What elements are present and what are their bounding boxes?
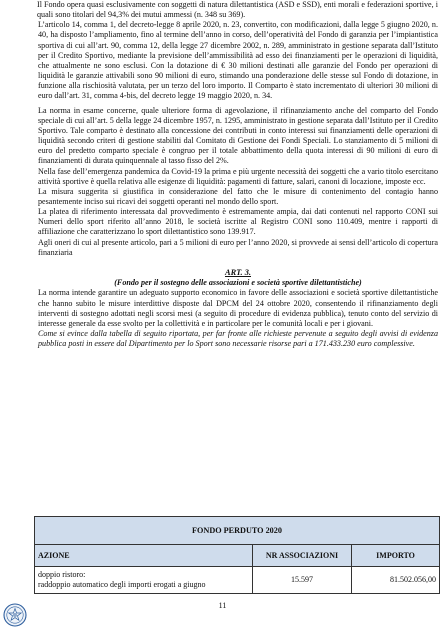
paragraph-measure-justification: La misura suggerita si giustifica in considerazione del fatto che le misure di contenimento del contagio hanno pesantemente inciso sui ricavi dei soggetti operanti nel mondo dello sport. xyxy=(38,186,438,206)
article-body-italic: Come si evince dalla tabella di seguito riportata, per far fronte alle richieste pervenute a seguito degli avvisi di evidenza pubblica posti in essere dal Dipartimento per lo Sport sono necessarie risorse pari a 171.433.230 euro complessive. xyxy=(38,329,438,349)
fund-table xyxy=(34,516,440,594)
document-body xyxy=(38,0,438,349)
table-header-row xyxy=(35,545,440,567)
table-title: FONDO PERDUTO 2020 xyxy=(35,517,440,545)
paragraph-special-fund: La norma in esame concerne, quale ulteriore forma di agevolazione, il rifinanziamento anche del comparto del Fondo speciale di cui all’art. 5 della legge 24 dicembre 1957, n. 1295, amministrato in gestione separata dall’Istituto per il Credito Sportivo. Tale comparto è destinato alla concessione dei contributi in conto interessi sui finanziamenti delle operazioni di liquidità secondo criteri di gestione stabiliti dal Comitato di Gestione dei Fondi Speciali. Lo stanziamento di 5 milioni di euro del predetto comparto speciale è congruo per il totale abbattimento della quota interessi di 90 milioni di euro di finanziamenti di durata quinquennale al tasso fisso del 2%. xyxy=(38,105,438,166)
page-number: 11 xyxy=(218,601,227,610)
paragraph-charges: Agli oneri di cui al presente articolo, pari a 5 milioni di euro per l’anno 2020, si provvede ai sensi dell’articolo di copertura finanziaria xyxy=(38,237,438,257)
table-row xyxy=(35,567,440,594)
article-body: La norma intende garantire un adeguato supporto economico in favore delle associazioni e società sportive dilettantistiche che hanno subito le misure interdittive disposte dal DPCM del 24 ottobre 2020, consentendo il rifinanziamento degli interventi di sostegno adottati negli scorsi mesi (a seguito di procedure di evidenza pubblica), tenuto conto del servizio di interesse generale da esse svolto per la collettività e in particolare per le comunità locali e per i giovani. xyxy=(38,288,438,328)
cell-azione xyxy=(35,567,253,594)
republic-emblem-icon xyxy=(3,603,27,627)
article-subtitle: (Fondo per il sostegno delle associazioni e società sportive dilettantistiche) xyxy=(114,277,362,287)
paragraph-covid-liquidity: Nella fase dell’emergenza pandemica da Covid-19 la prima e più urgente necessità dei soggetti che a vario titolo esercitano attività sportive è quella relativa alle esigenze di liquidità: pagamenti di fatture, salari, canoni di locazione, imposte ecc. xyxy=(38,166,438,186)
header-importo: IMPORTO xyxy=(352,545,440,567)
paragraph-reference-platea: La platea di riferimento interessata dal provvedimento è estremamente ampia, dai dati contenuti nel rapporto CONI sui Numeri dello sport riferito all’anno 2018, le società iscritte al Registro CONI sono 110.409, mentre i rapporti di affiliazione che caratterizzano lo sport dilettantistico sono 139.917. xyxy=(38,207,438,237)
header-azione: AZIONE xyxy=(35,545,253,567)
table-title-row xyxy=(35,517,440,545)
azione-line-1: doppio ristoro: xyxy=(38,570,86,579)
cell-nr-associazioni: 15.597 xyxy=(253,567,352,594)
paragraph-fund-operations: Il Fondo opera quasi esclusivamente con soggetti di natura dilettantistica (ASD e SSD), enti morali e federazioni sportive, i quali sono titolari del 94,3% dei mutui ammessi (n. 348 su 369). xyxy=(37,0,438,20)
fund-table-container xyxy=(34,516,439,594)
azione-line-2: raddoppio automatico degli importi erogati a giugno xyxy=(38,580,206,589)
article-title: ART. 3. xyxy=(225,267,251,277)
cell-importo: 81.502.056,00 xyxy=(352,567,440,594)
paragraph-article-14: L’articolo 14, comma 1, del decreto-legge 8 aprile 2020, n. 23, convertito, con modificazioni, dalla legge 5 giugno 2020, n. 40, ha disposto l’ampliamento, fino al termine dell’anno in corso, dell’operatività del Fondo di garanzia per l’impiantistica sportiva di cui all’art. 90, comma 12, della legge 27 dicembre 2002, n. 289, amministrato in gestione separata dall’Istituto per il Credito Sportivo, mediante la previsione dell’ammissibilità ad esso dei finanziamenti per le operazioni di liquidità, che attualmente ne sono esclusi. Con la dotazione di € 30 milioni destinati alle garanzie del Fondo per operazioni di liquidità le garanzie attivabili sono 90 milioni di euro, stimando una ponderazione delle stesse sul Fondo di dotazione, in funzione alla rischiosità valutata, per un terzo del loro importo. Il Comparto è stato incrementato di ulteriori 30 milioni di euro dall’art. 31, comma 4-bis, del decreto legge 19 maggio 2020, n. 34. xyxy=(38,20,438,101)
header-nr-associazioni: NR ASSOCIAZIONI xyxy=(253,545,352,567)
